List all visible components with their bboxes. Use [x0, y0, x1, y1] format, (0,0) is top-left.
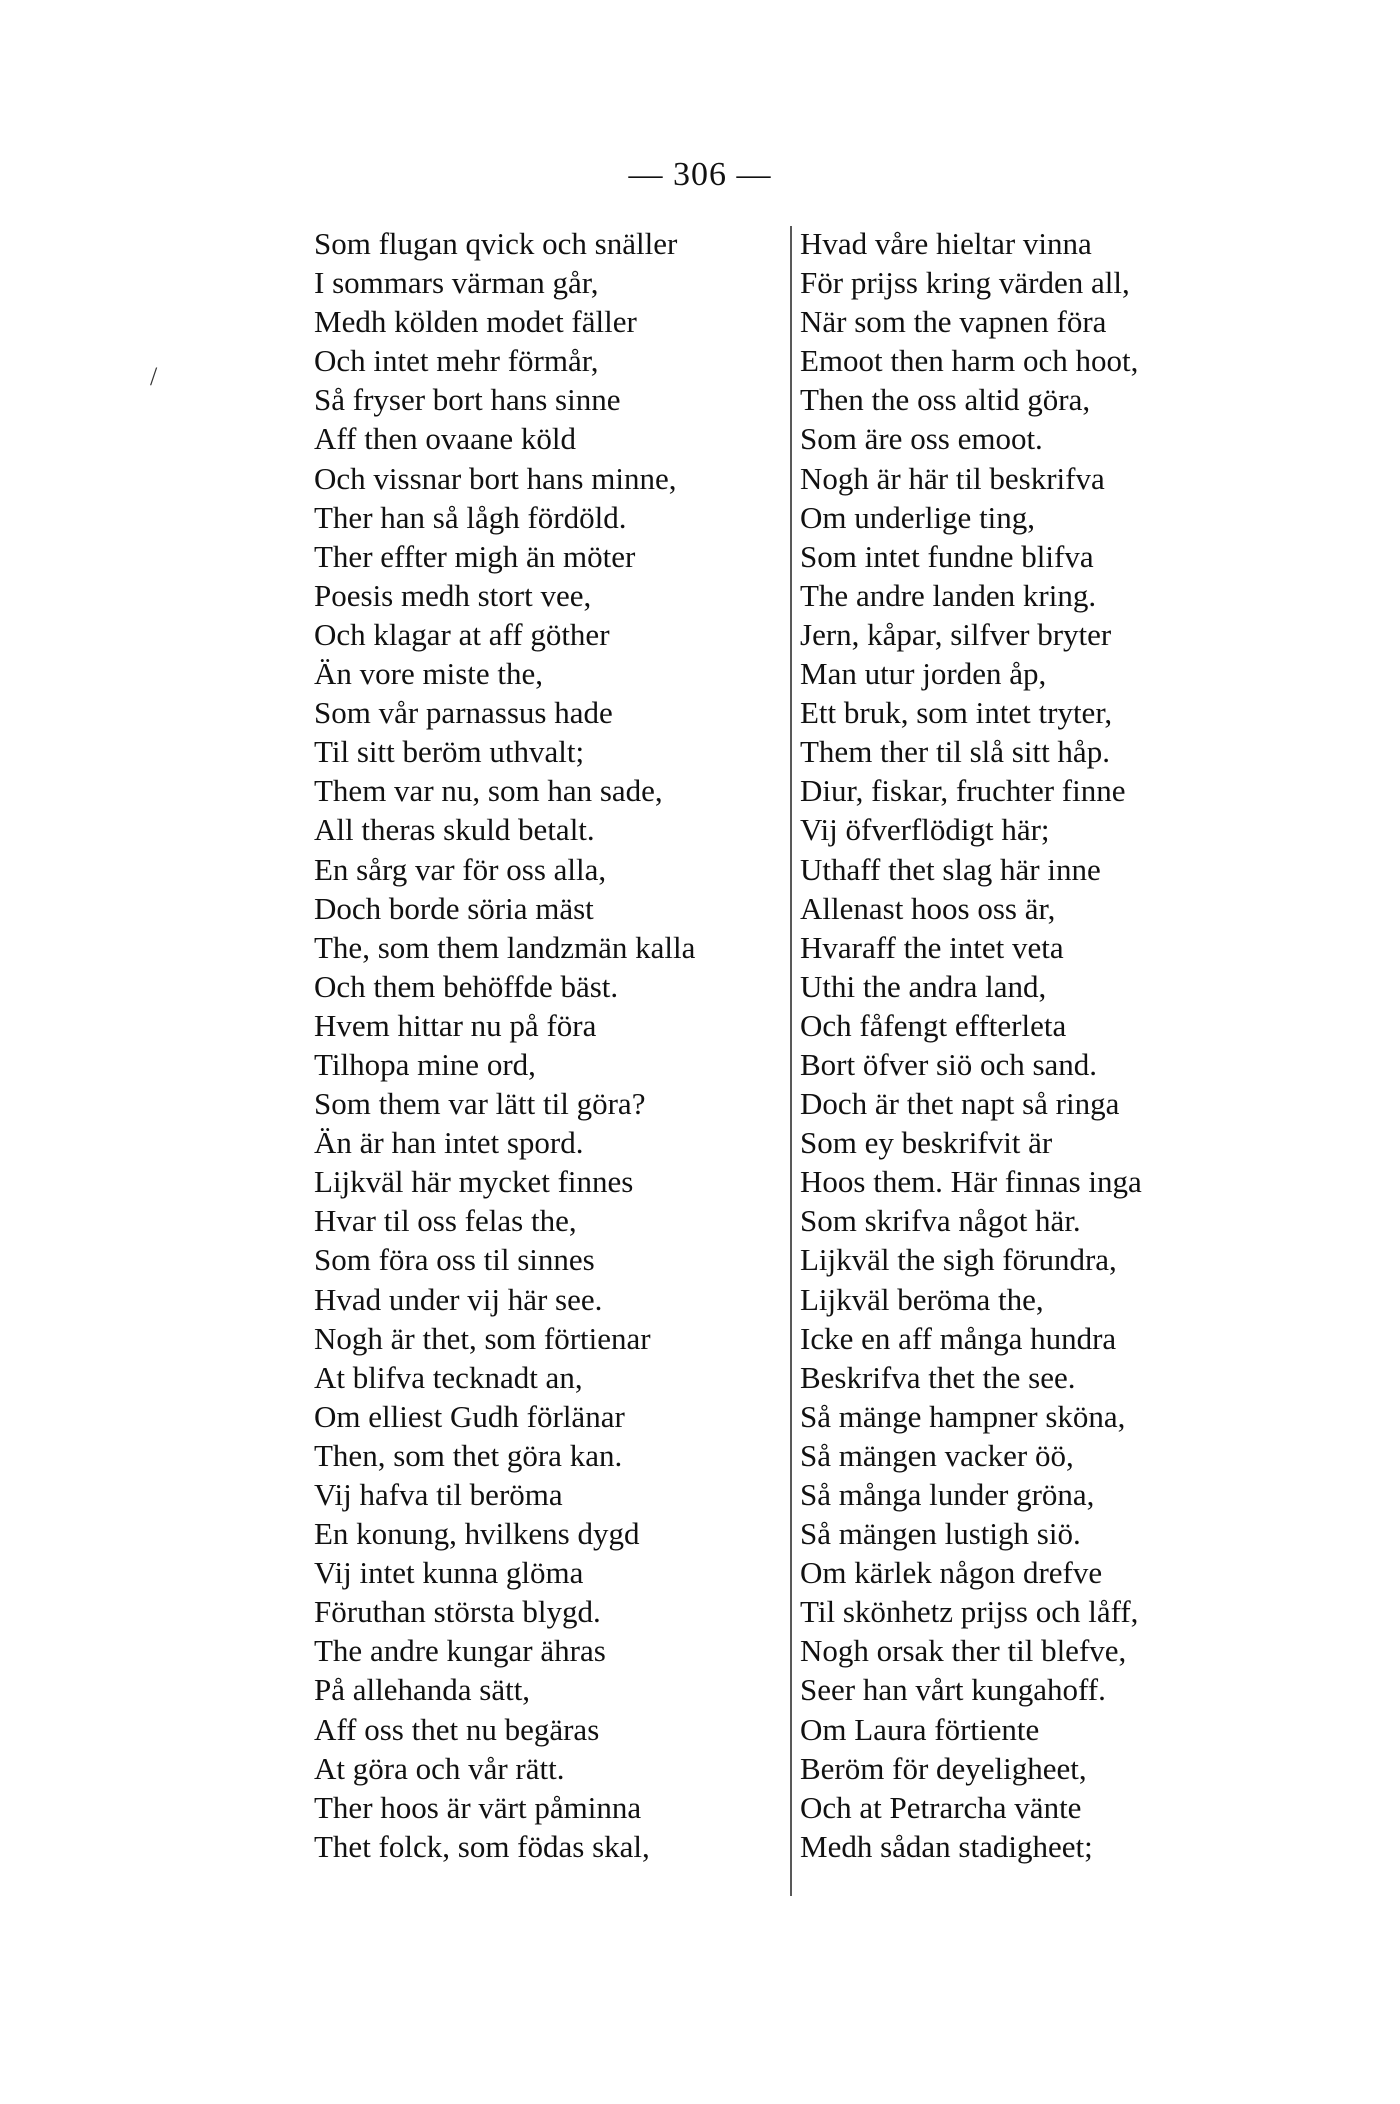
verse-line: Hvaraff the intet veta — [800, 929, 1064, 965]
verse-line: För prijss kring värden all, — [800, 265, 1130, 301]
verse-line: Uthaff thet slag här inne — [800, 851, 1101, 887]
verse-line: Hvad våre hieltar vinna — [800, 226, 1092, 261]
verse-line: Hvar til oss felas the, — [314, 1203, 577, 1239]
left-verse-column — [314, 224, 784, 1866]
verse-line: Så mängen vacker öö, — [800, 1437, 1074, 1473]
verse-line: Om underlige ting, — [800, 499, 1036, 535]
verse-line: Lijkväl the sigh förundra, — [800, 1242, 1117, 1278]
verse-line: Tilhopa mine ord, — [314, 1046, 536, 1082]
verse-line: Och intet mehr förmår, — [314, 343, 599, 379]
verse-line: Hvem hittar nu på föra — [314, 1007, 597, 1043]
verse-line: Vij öfverflödigt här; — [800, 812, 1050, 848]
verse-line: Them var nu, som han sade, — [314, 773, 663, 809]
verse-line: Som föra oss til sinnes — [314, 1242, 595, 1278]
verse-line: Til sitt beröm uthvalt; — [314, 734, 585, 770]
verse-line: Som äre oss emoot. — [800, 421, 1043, 457]
verse-line: Så många lunder gröna, — [800, 1477, 1095, 1512]
verse-line: I sommars värman går, — [314, 265, 599, 301]
verse-line: Thet folck, som födas skal, — [314, 1828, 650, 1864]
verse-line: Om kärlek någon drefve — [800, 1555, 1103, 1591]
verse-line: Så fryser bort hans sinne — [314, 382, 621, 418]
verse-line: Diur, fiskar, fruchter finne — [800, 773, 1126, 809]
verse-line: Allenast hoos oss är, — [800, 890, 1056, 926]
verse-line: Och fåfengt effterleta — [800, 1007, 1067, 1043]
verse-line: Nogh orsak ther til blefve, — [800, 1633, 1127, 1669]
verse-line: Jern, kåpar, silfver bryter — [800, 616, 1112, 652]
verse-line: Som them var lätt til göra? — [314, 1086, 646, 1122]
verse-line: Beskrifva thet the see. — [800, 1359, 1076, 1395]
verse-line: Än är han intet spord. — [314, 1125, 584, 1161]
verse-line: En konung, hvilkens dygd — [314, 1516, 640, 1552]
verse-line: Än vore miste the, — [314, 656, 544, 692]
verse-line: Hvad under vij här see. — [314, 1281, 603, 1317]
verse-line: Man utur jorden åp, — [800, 656, 1047, 692]
page-number: — 306 — — [628, 156, 772, 193]
verse-line: Som vår parnassus hade — [314, 695, 613, 731]
verse-line: När som the vapnen föra — [800, 304, 1107, 340]
verse-line: Medh kölden modet fäller — [314, 304, 637, 340]
verse-line: Emoot then harm och hoot, — [800, 343, 1139, 379]
verse-line: Ther han så lågh fördöld. — [314, 499, 627, 535]
verse-line: Then the oss altid göra, — [800, 382, 1091, 418]
verse-line: Ther hoos är värt påminna — [314, 1789, 642, 1825]
verse-line: En sårg var för oss alla, — [314, 851, 607, 887]
verse-line: Aff then ovaane köld — [314, 421, 576, 457]
verse-line: Doch är thet napt så ringa — [800, 1086, 1120, 1122]
verse-line: Bort öfver siö och sand. — [800, 1046, 1098, 1082]
verse-line: Föruthan största blygd. — [314, 1594, 601, 1630]
verse-line: Som ey beskrifvit är — [800, 1125, 1053, 1161]
verse-line: Om elliest Gudh förlänar — [314, 1398, 625, 1434]
verse-line: Hoos them. Här finnas inga — [800, 1164, 1142, 1200]
verse-line: Och at Petrarcha vänte — [800, 1789, 1082, 1825]
verse-line: Nogh är thet, som förtienar — [314, 1320, 651, 1356]
verse-line: At blifva tecknadt an, — [314, 1359, 583, 1395]
verse-line: The andre kungar ähras — [314, 1633, 606, 1669]
verse-line: The, som them landzmän kalla — [314, 929, 696, 965]
verse-line: Och vissnar bort hans minne, — [314, 460, 677, 496]
verse-line: Vij intet kunna glöma — [314, 1555, 584, 1591]
verse-line: Uthi the andra land, — [800, 968, 1047, 1004]
verse-line: Så mänge hampner sköna, — [800, 1398, 1126, 1434]
column-divider — [790, 226, 792, 1896]
verse-line: Then, som thet göra kan. — [314, 1437, 623, 1473]
verse-line: Doch borde söria mäst — [314, 890, 594, 926]
verse-line: All theras skuld betalt. — [314, 812, 595, 848]
verse-line: Som intet fundne blifva — [800, 538, 1094, 574]
verse-line: Icke en aff många hundra — [800, 1320, 1117, 1356]
verse-line: På allehanda sätt, — [314, 1672, 531, 1708]
verse-line: Som skrifva något här. — [800, 1203, 1081, 1239]
verse-line: Vij hafva til beröma — [314, 1477, 563, 1512]
verse-line: Ther effter migh än möter — [314, 538, 636, 574]
verse-line: Lijkväl här mycket finnes — [314, 1164, 634, 1200]
margin-mark: / — [150, 362, 158, 391]
verse-line: Beröm för deyeligheet, — [800, 1750, 1087, 1786]
verse-line: The andre landen kring. — [800, 577, 1097, 613]
verse-line: At göra och vår rätt. — [314, 1750, 565, 1786]
verse-line: Medh sådan stadigheet; — [800, 1828, 1093, 1864]
right-verse-column — [800, 224, 1280, 1866]
verse-line: Aff oss thet nu begäras — [314, 1711, 600, 1747]
verse-line: Lijkväl beröma the, — [800, 1281, 1044, 1317]
verse-line: Poesis medh stort vee, — [314, 577, 592, 613]
verse-line: Seer han vårt kungahoff. — [800, 1672, 1106, 1708]
verse-line: Them ther til slå sitt håp. — [800, 734, 1110, 770]
verse-line: Och klagar at aff göther — [314, 616, 610, 652]
verse-line: Som flugan qvick och snäller — [314, 226, 678, 261]
verse-line: Om Laura förtiente — [800, 1711, 1040, 1747]
verse-line: Och them behöffde bäst. — [314, 968, 619, 1004]
verse-line: Til skönhetz prijss och låff, — [800, 1594, 1139, 1630]
verse-line: Nogh är här til beskrifva — [800, 460, 1105, 496]
verse-line: Ett bruk, som intet tryter, — [800, 695, 1113, 731]
verse-line: Så mängen lustigh siö. — [800, 1516, 1081, 1552]
